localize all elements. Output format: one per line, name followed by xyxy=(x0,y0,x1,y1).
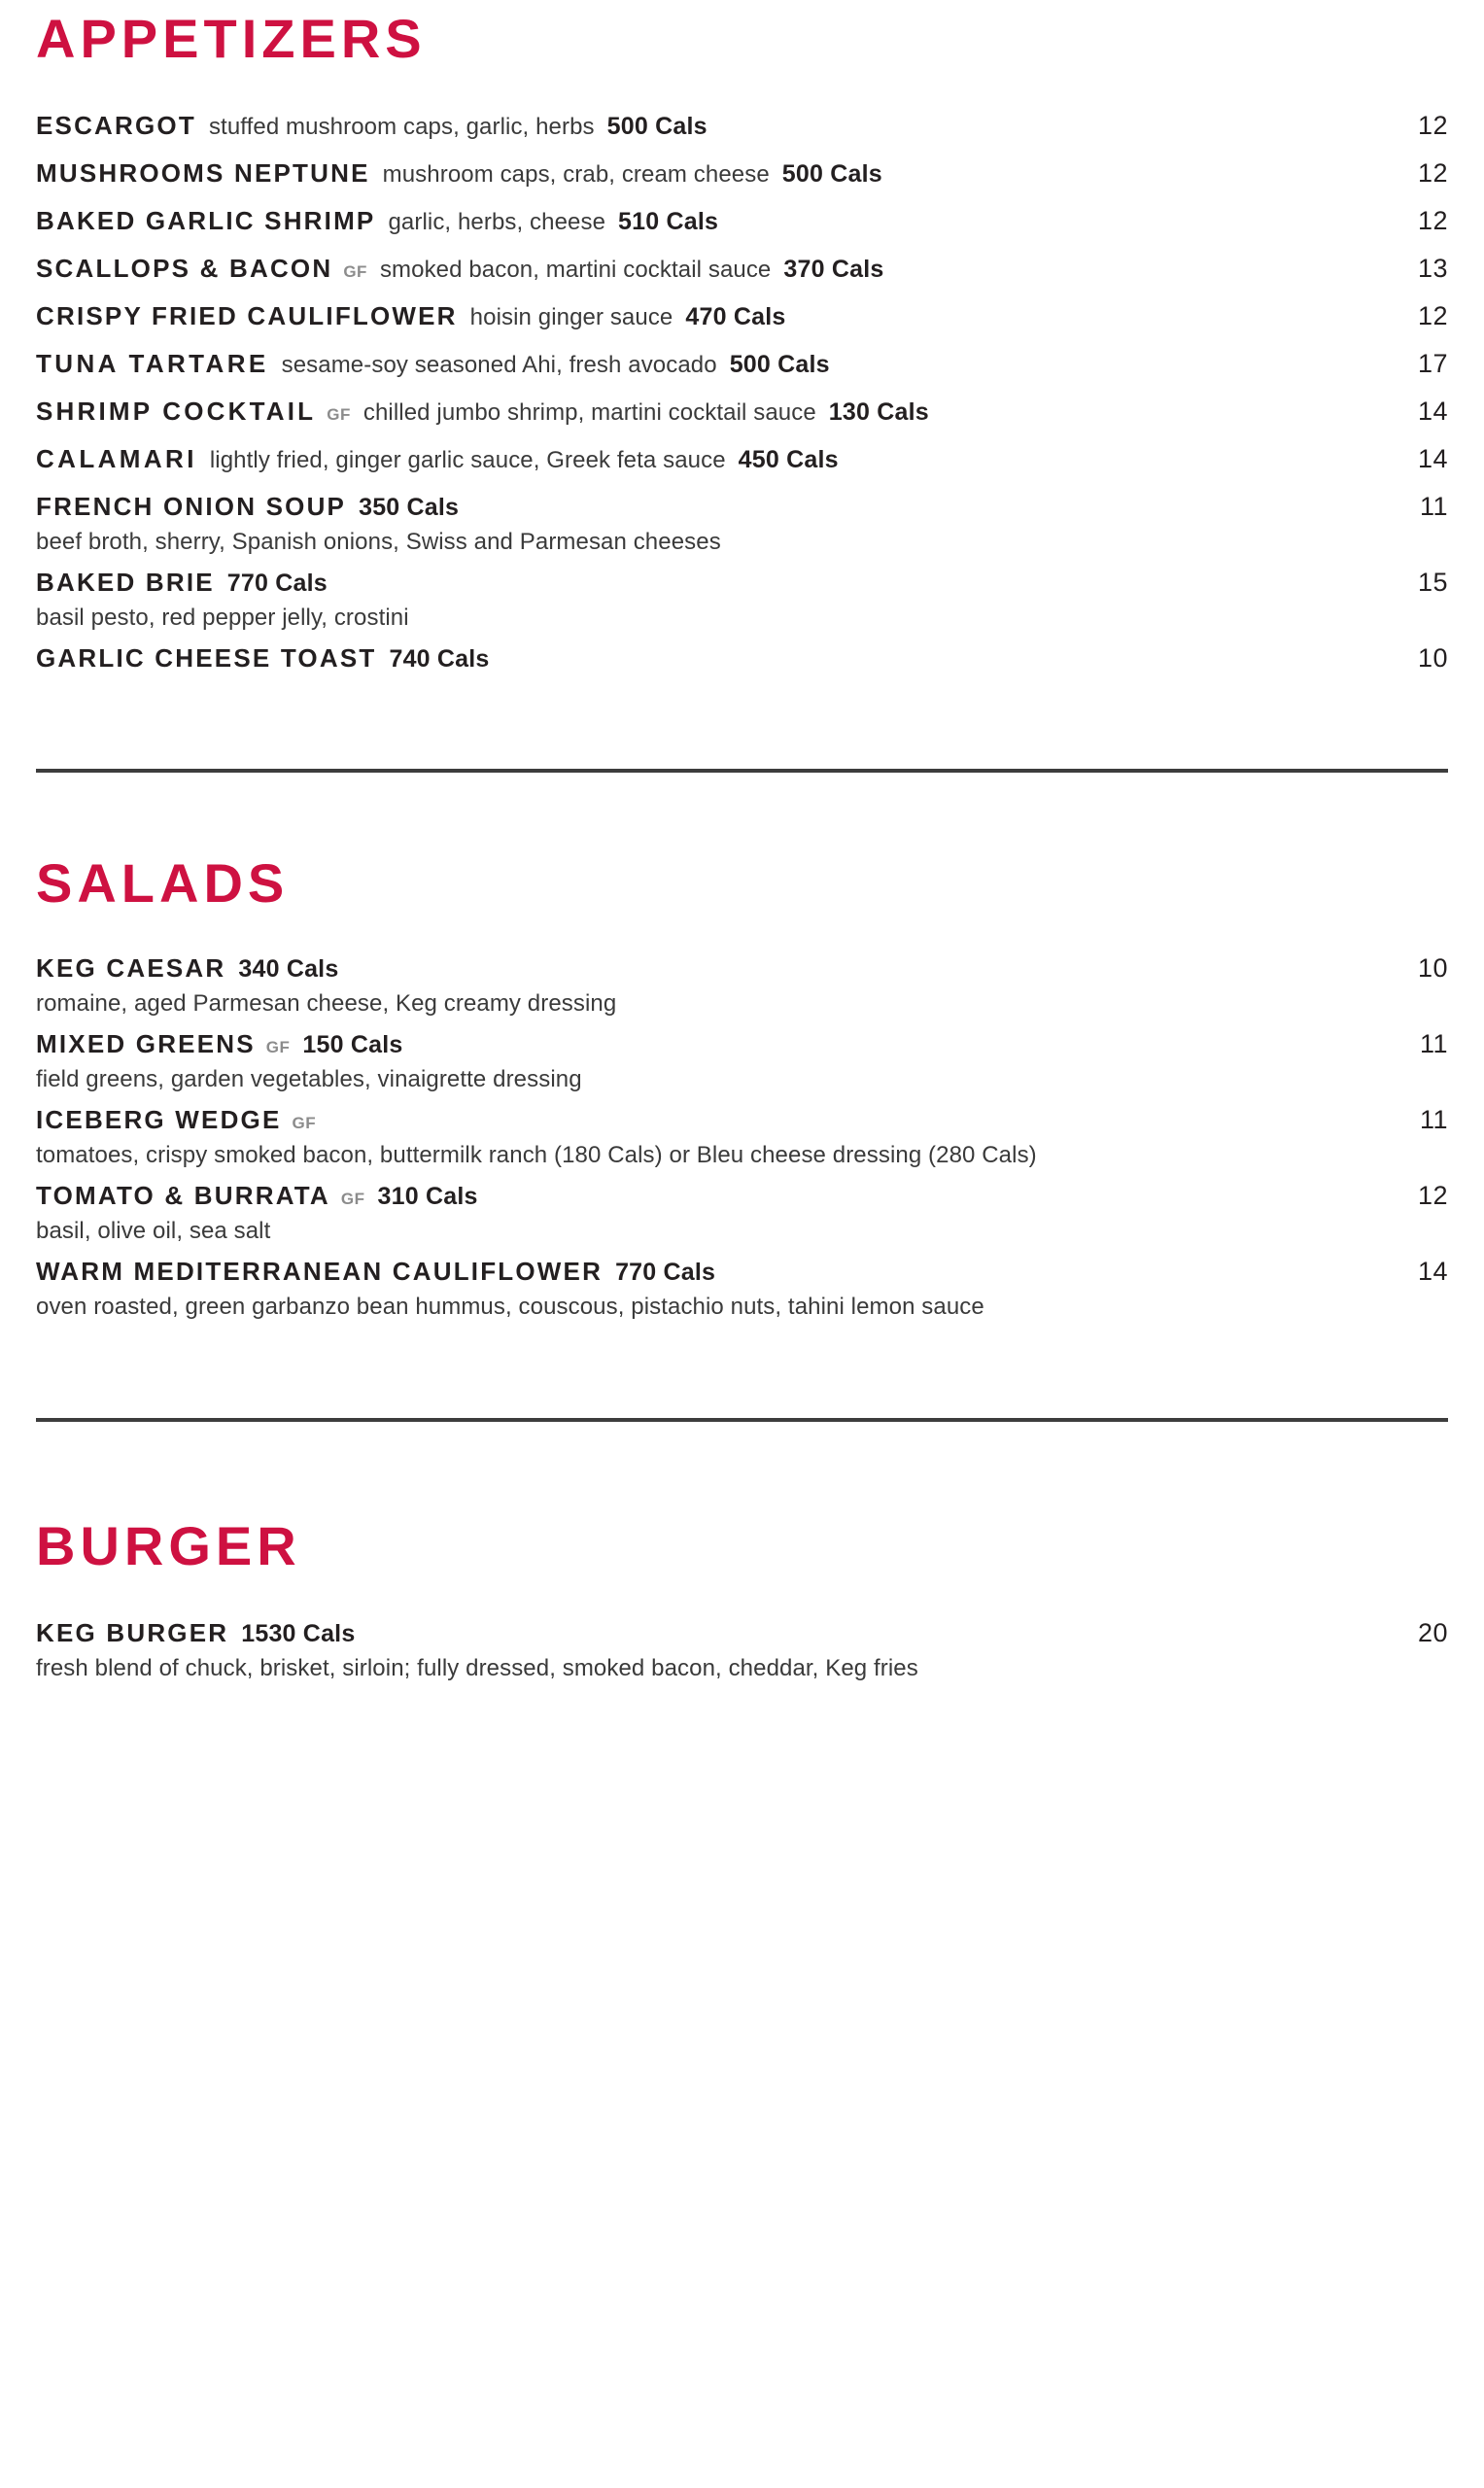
item-description: sesame-soy seasoned Ahi, fresh avocado xyxy=(281,352,717,378)
item-name: CALAMARI xyxy=(36,444,197,473)
item-calories: 130 Cals xyxy=(828,398,929,426)
item-description: garlic, herbs, cheese xyxy=(388,209,606,235)
section-heading-burger: BURGER xyxy=(36,1515,301,1576)
item-description: stuffed mushroom caps, garlic, herbs xyxy=(208,114,595,140)
item-description: beef broth, sherry, Spanish onions, Swiss and Parmesan cheeses xyxy=(36,529,721,555)
item-calories: 510 Cals xyxy=(618,208,719,235)
item-calories: 500 Cals xyxy=(781,160,882,188)
item-calories: 770 Cals xyxy=(615,1259,716,1286)
gluten-free-badge: GF xyxy=(340,1190,365,1208)
menu-item[interactable] xyxy=(36,568,1448,643)
item-list-salads xyxy=(36,953,1448,1332)
gluten-free-badge: GF xyxy=(327,405,351,424)
item-price: 20 xyxy=(1417,1618,1448,1647)
item-name: ESCARGOT xyxy=(36,111,196,140)
item-price: 12 xyxy=(1417,111,1448,140)
item-description: fresh blend of chuck, brisket, sirloin; fully dressed, smoked bacon, cheddar, Keg fries xyxy=(36,1655,918,1681)
item-name: TUNA TARTARE xyxy=(36,349,269,378)
item-price: 10 xyxy=(1417,643,1448,673)
item-price: 11 xyxy=(1419,1105,1448,1134)
item-calories: 500 Cals xyxy=(606,113,707,140)
item-name: KEG CAESAR xyxy=(36,953,226,983)
item-description: lightly fried, ginger garlic sauce, Greek feta sauce xyxy=(209,447,726,473)
menu-item[interactable] xyxy=(36,444,1448,492)
item-price: 11 xyxy=(1419,1029,1448,1058)
item-price: 11 xyxy=(1419,492,1448,521)
menu-item[interactable] xyxy=(36,254,1448,301)
item-price: 15 xyxy=(1417,568,1448,597)
menu-item[interactable] xyxy=(36,1105,1448,1181)
menu-item[interactable] xyxy=(36,953,1448,1029)
item-description: smoked bacon, martini cocktail sauce xyxy=(379,257,772,283)
item-calories: 770 Cals xyxy=(226,570,328,597)
section-divider-2 xyxy=(36,1418,1448,1422)
menu-item[interactable] xyxy=(36,158,1448,206)
item-calories: 740 Cals xyxy=(389,645,490,673)
item-price: 17 xyxy=(1417,349,1448,378)
item-price: 14 xyxy=(1417,397,1448,426)
item-description: tomatoes, crispy smoked bacon, buttermilk ranch (180 Cals) or Bleu cheese dressing (280 Cals) xyxy=(36,1142,1037,1168)
item-calories: 470 Cals xyxy=(685,303,786,330)
gluten-free-badge: GF xyxy=(265,1038,291,1056)
item-description: hoisin ginger sauce xyxy=(469,304,673,330)
menu-item[interactable] xyxy=(36,492,1448,568)
section-burger xyxy=(36,1515,1448,1694)
item-name: MIXED GREENS xyxy=(36,1029,256,1058)
item-description: basil, olive oil, sea salt xyxy=(36,1218,271,1244)
section-heading-appetizers: APPETIZERS xyxy=(36,8,427,69)
item-description: mushroom caps, crab, cream cheese xyxy=(382,161,770,188)
menu-item[interactable] xyxy=(36,349,1448,397)
item-calories: 150 Cals xyxy=(302,1031,403,1058)
item-calories: 310 Cals xyxy=(377,1183,478,1210)
item-name: SCALLOPS & BACON xyxy=(36,254,333,283)
item-name: ICEBERG WEDGE xyxy=(36,1105,282,1134)
item-calories: 370 Cals xyxy=(783,256,884,283)
item-price: 12 xyxy=(1417,301,1448,330)
section-salads xyxy=(36,852,1448,1332)
menu-item[interactable] xyxy=(36,643,1448,691)
item-calories: 450 Cals xyxy=(738,446,839,473)
item-list-appetizers xyxy=(36,111,1448,691)
item-name: WARM MEDITERRANEAN CAULIFLOWER xyxy=(36,1257,604,1286)
menu-item[interactable] xyxy=(36,111,1448,158)
menu-item[interactable] xyxy=(36,397,1448,444)
item-calories: 1530 Cals xyxy=(241,1620,356,1647)
menu-item[interactable] xyxy=(36,206,1448,254)
menu-item[interactable] xyxy=(36,1181,1448,1257)
item-name: CRISPY FRIED CAULIFLOWER xyxy=(36,301,458,330)
item-name: BAKED BRIE xyxy=(36,568,215,597)
gluten-free-badge: GF xyxy=(343,262,367,281)
item-name: BAKED GARLIC SHRIMP xyxy=(36,206,376,235)
item-price: 14 xyxy=(1417,444,1448,473)
item-price: 12 xyxy=(1417,158,1448,188)
item-name: GARLIC CHEESE TOAST xyxy=(36,643,377,673)
item-name: KEG BURGER xyxy=(36,1618,229,1647)
item-description: basil pesto, red pepper jelly, crostini xyxy=(36,605,409,631)
item-price: 12 xyxy=(1417,1181,1448,1210)
item-name: MUSHROOMS NEPTUNE xyxy=(36,158,370,188)
item-name: TOMATO & BURRATA xyxy=(36,1181,330,1210)
gluten-free-badge: GF xyxy=(292,1114,317,1132)
menu-item[interactable] xyxy=(36,301,1448,349)
item-description: field greens, garden vegetables, vinaigrette dressing xyxy=(36,1066,582,1092)
item-list-burger xyxy=(36,1618,1448,1694)
menu-item[interactable] xyxy=(36,1029,1448,1105)
item-calories: 340 Cals xyxy=(238,955,339,983)
item-price: 13 xyxy=(1417,254,1448,283)
item-name: FRENCH ONION SOUP xyxy=(36,492,347,521)
section-heading-salads: SALADS xyxy=(36,852,290,914)
menu-item[interactable] xyxy=(36,1257,1448,1332)
item-description: romaine, aged Parmesan cheese, Keg creamy dressing xyxy=(36,990,617,1017)
section-divider-1 xyxy=(36,769,1448,773)
item-description: oven roasted, green garbanzo bean hummus, couscous, pistachio nuts, tahini lemon sauce xyxy=(36,1294,984,1320)
menu-item[interactable] xyxy=(36,1618,1448,1694)
section-appetizers xyxy=(36,0,1448,691)
item-calories: 500 Cals xyxy=(729,351,830,378)
item-price: 12 xyxy=(1417,206,1448,235)
item-price: 10 xyxy=(1417,953,1448,983)
item-calories: 350 Cals xyxy=(359,494,460,521)
item-price: 14 xyxy=(1417,1257,1448,1286)
item-name: SHRIMP COCKTAIL xyxy=(36,397,317,426)
item-description: chilled jumbo shrimp, martini cocktail sauce xyxy=(362,399,816,426)
